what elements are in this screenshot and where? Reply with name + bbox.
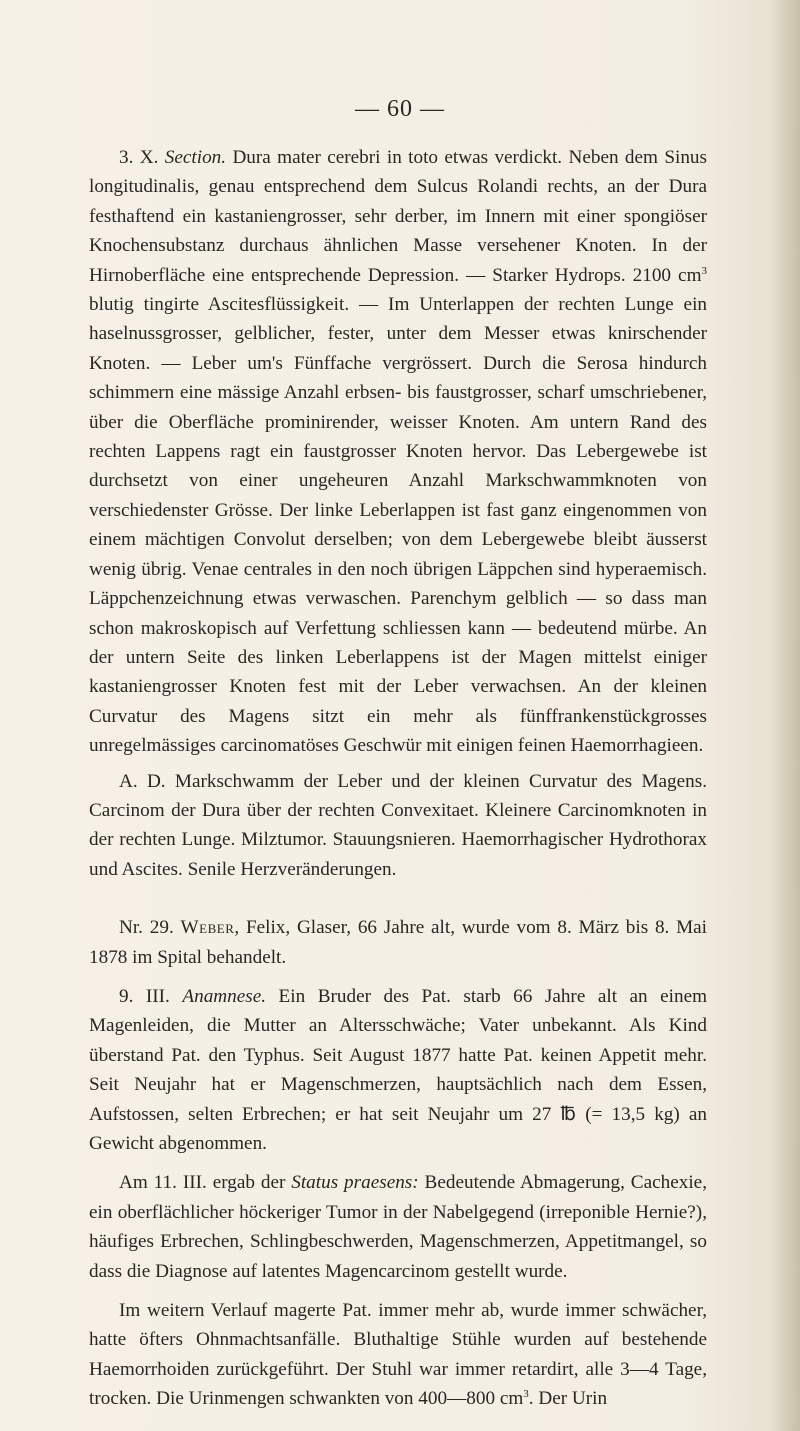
patient-name: Weber [180, 917, 235, 939]
patient-text: , Felix, Glaser, 66 Jahre alt, wurde vom 8. März bis 8. Mai 1878 im Spital behandelt. [89, 917, 708, 968]
section-label: Section. [164, 147, 227, 168]
status-text: Bedeutende Abmagerung, Cachexie, ein oberflächlicher höckeriger Tumor in der Nabelgegend (irreponible Hernie?), häufiges Erbrechen, Schlingbeschwerden, Magenschmerzen, Appetitmangel, so dass die Diagnose auf latentes Magencarcinom gestellt wurde. [89, 1172, 707, 1282]
paragraph-section [89, 143, 707, 761]
anamnesis-label: Anamnese. [182, 985, 267, 1007]
patient-number: Nr. 29. [119, 917, 174, 939]
course-text: Im weitern Verlauf magerte Pat. immer mehr ab, wurde immer schwächer, hatte öfters Ohnmachtsanfälle. Bluthaltige Stühle wurden auf bestehende Haemorrhoiden zurückgeführt. Der Stuhl war immer retardirt, alle 3—4 Tage, trocken. Die Urinmengen schwankten von 400—800 cm [89, 1300, 707, 1410]
paragraph-course [89, 1296, 707, 1414]
page-number: — 60 — [355, 96, 445, 122]
superscript: 3 [701, 264, 707, 277]
status-lead: Am 11. III. ergab der [119, 1172, 286, 1194]
superscript: 3 [523, 1388, 529, 1401]
section-text-cont: blutig tingirte Ascitesflüssigkeit. — Im Unterlappen der rechten Lunge ein haselnussgrosser, gelblicher, fester, unter dem Messer etwas knirschender Knoten. — Leber um's Fünffache vergrössert. Durch die Serosa hindurch schimmern eine mässige Anzahl erbsen- bis faustgrosser, scharf umschriebener, über die Oberfläche prominirender, weisser Knoten. Am untern Rand des rechten Lappens ragt ein faustgrosser Knoten hervor. Das Lebergewebe ist durchsetzt von einer ungeheuren Anzahl Markschwammknoten von verschiedenster Grösse. Der linke Leberlappen ist fast ganz eingenommen von einem mächtigen Convolut derselben; von dem Lebergewebe bleibt äusserst wenig übrig. Venae centrales in den noch übrigen Läppchen sind hyperaemisch. Läppchenzeichnung etwas verwaschen. Parenchym gelblich — so dass man schon makroskopisch auf Verfettung schliessen kann — bedeutend mürbe. An der untern Seite des linken Leberlappens ist der Magen mittelst einiger kastaniengrosser Knoten fest mit der Leber verwachsen. An der kleinen Curvatur des Magens sitzt ein mehr als fünffrankenstückgrosses unregelmässiges carcinomatöses Geschwür mit einigen feinen Haemorrhagieen. [89, 294, 707, 757]
paragraph-anamnesis [89, 982, 707, 1158]
paragraph-diagnosis: A. D. Markschwamm der Leber und der kleinen Curvatur des Magens. Carcinom der Dura über der rechten Convexitaet. Kleinere Carcinomknoten in der rechten Lunge. Milztumor. Stauungsnieren. Haemorrhagischer Hydrothorax und Ascites. Senile Herzveränderungen. [89, 770, 707, 880]
course-text-cont: . Der Urin [528, 1388, 608, 1410]
page-edge-shadow [770, 0, 800, 1431]
case-ref: 3. X. [119, 147, 159, 168]
paragraph-patient [89, 913, 707, 972]
status-label: Status praesens: [291, 1172, 419, 1194]
section-text: Dura mater cerebri in toto etwas verdickt. Neben dem Sinus longitudinalis, genau entsprechend dem Sulcus Rolandi rechts, an der Dura festhaftend ein kastaniengrosser, sehr derber, im Innern mit einer spongiöser Knochensubstanz durchaus ähnlichen Masse versehener Knoten. In der Hirnoberfläche eine entsprechende Depression. — Starker Hydrops. 2100 cm [89, 147, 707, 286]
paragraph-status [89, 1168, 707, 1286]
anamnesis-text: Ein Bruder des Pat. starb 66 Jahre alt an einem Magenleiden, die Mutter an Altersschwäche; Vater unbekannt. Als Kind überstand Pat. den Typhus. Seit August 1877 hatte Pat. keinen Appetit mehr. Seit Neujahr hat er Magenschmerzen, hauptsächlich nach dem Essen, Aufstossen, selten Erbrechen; er hat seit Neujahr um 27 ℔ (= 13,5 kg) an Gewicht abgenommen. [89, 985, 708, 1154]
body-text [89, 143, 707, 1414]
anamnesis-date: 9. III. [119, 985, 170, 1007]
